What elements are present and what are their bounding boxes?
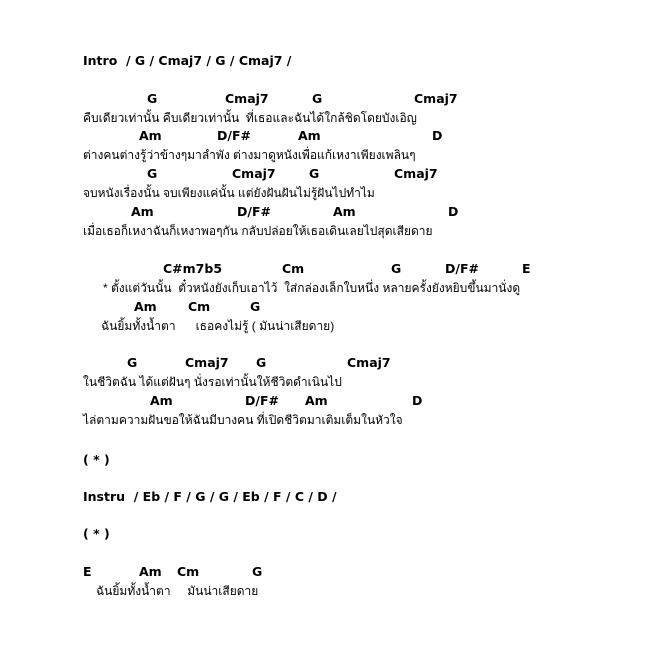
lyric-line: เมื่อเธอก็เหงาฉันก็เหงาพอๆกัน กลับปล่อยให้เธอเดินเลยไปสุดเสียดาย [83,224,433,238]
lyric-line: ในชีวิตฉัน ได้แต่ฝันๆ นั่งรอเท่านั้นให้ชีวิตดำเนินไป [83,375,342,389]
chord-label: Cmaj7 [347,355,391,370]
chord-label: D [412,393,423,408]
chord-label: Cmaj7 [185,355,229,370]
instrumental-line: Instru / Eb / F / G / G / Eb / F / C / D / [83,489,337,504]
chord-label: G [147,166,158,181]
chord-label: Cmaj7 [414,91,458,106]
chord-label: D/F# [237,204,271,219]
chord-label: Am [139,128,162,143]
chord-label: Am [305,393,328,408]
chord-label: G [250,299,261,314]
chord-label: G [256,355,267,370]
chord-label: Am [298,128,321,143]
chord-label: Cmaj7 [232,166,276,181]
lyric-line: คืบเดียวเท่านั้น คืบเดียวเท่านั้น ที่เธอและฉันได้ใกล้ชิดโดยบังเอิญ [83,111,417,125]
lyric-line: จบหนังเรื่องนั้น จบเพียงแค่นั้น แต่ยังฝันฝันไม่รู้ฝันไปทำไม [83,186,375,200]
chord-label: D/F# [445,261,479,276]
chord-label: Cm [177,564,200,579]
chord-label: D/F# [245,393,279,408]
repeat-chorus-marker: ( * ) [83,526,110,541]
chord-label: D [448,204,459,219]
chord-label: Cm [282,261,305,276]
lyric-line: ต่างคนต่างรู้ว่าข้างๆมาลำพัง ต่างมาดูหนังเพื่อแก้เหงาเพียงเพลินๆ [83,148,416,162]
chord-label: Cmaj7 [394,166,438,181]
chord-label: G [309,166,320,181]
chord-label: Am [333,204,356,219]
lyric-line: ฉันยิ้มทั้งน้ำตา เธอคงไม่รู้ ( มันน่าเสียดาย) [101,319,335,333]
chord-label: D [432,128,443,143]
chord-label: Am [139,564,162,579]
chord-label: Am [131,204,154,219]
chord-label: G [127,355,138,370]
chord-label: E [83,564,92,579]
chord-label: Am [150,393,173,408]
chord-label: G [312,91,323,106]
lyric-line: * ตั้งแต่วันนั้น ตั๋วหนังยังเก็บเอาไว้ ใส่กล่องเล็กใบหนึ่ง หลายครั้งยังหยิบขึ้นมานั่งดู [103,281,521,295]
chord-label: C#m7b5 [163,261,223,276]
repeat-chorus-marker: ( * ) [83,452,110,467]
chord-label: Am [134,299,157,314]
lyric-line: ไล่ตามความฝันขอให้ฉันมีบางคน ที่เปิดชีวิตมาเติมเต็มในหัวใจ [83,413,403,427]
intro-line: Intro / G / Cmaj7 / G / Cmaj7 / [83,53,292,68]
chord-label: E [522,261,531,276]
chord-label: D/F# [217,128,251,143]
chord-label: Cmaj7 [225,91,269,106]
chord-label: Cm [188,299,211,314]
lyric-line: ฉันยิ้มทั้งน้ำตา มันน่าเสียดาย [96,584,259,598]
chord-label: G [252,564,263,579]
chord-label: G [391,261,402,276]
chord-label: G [147,91,158,106]
